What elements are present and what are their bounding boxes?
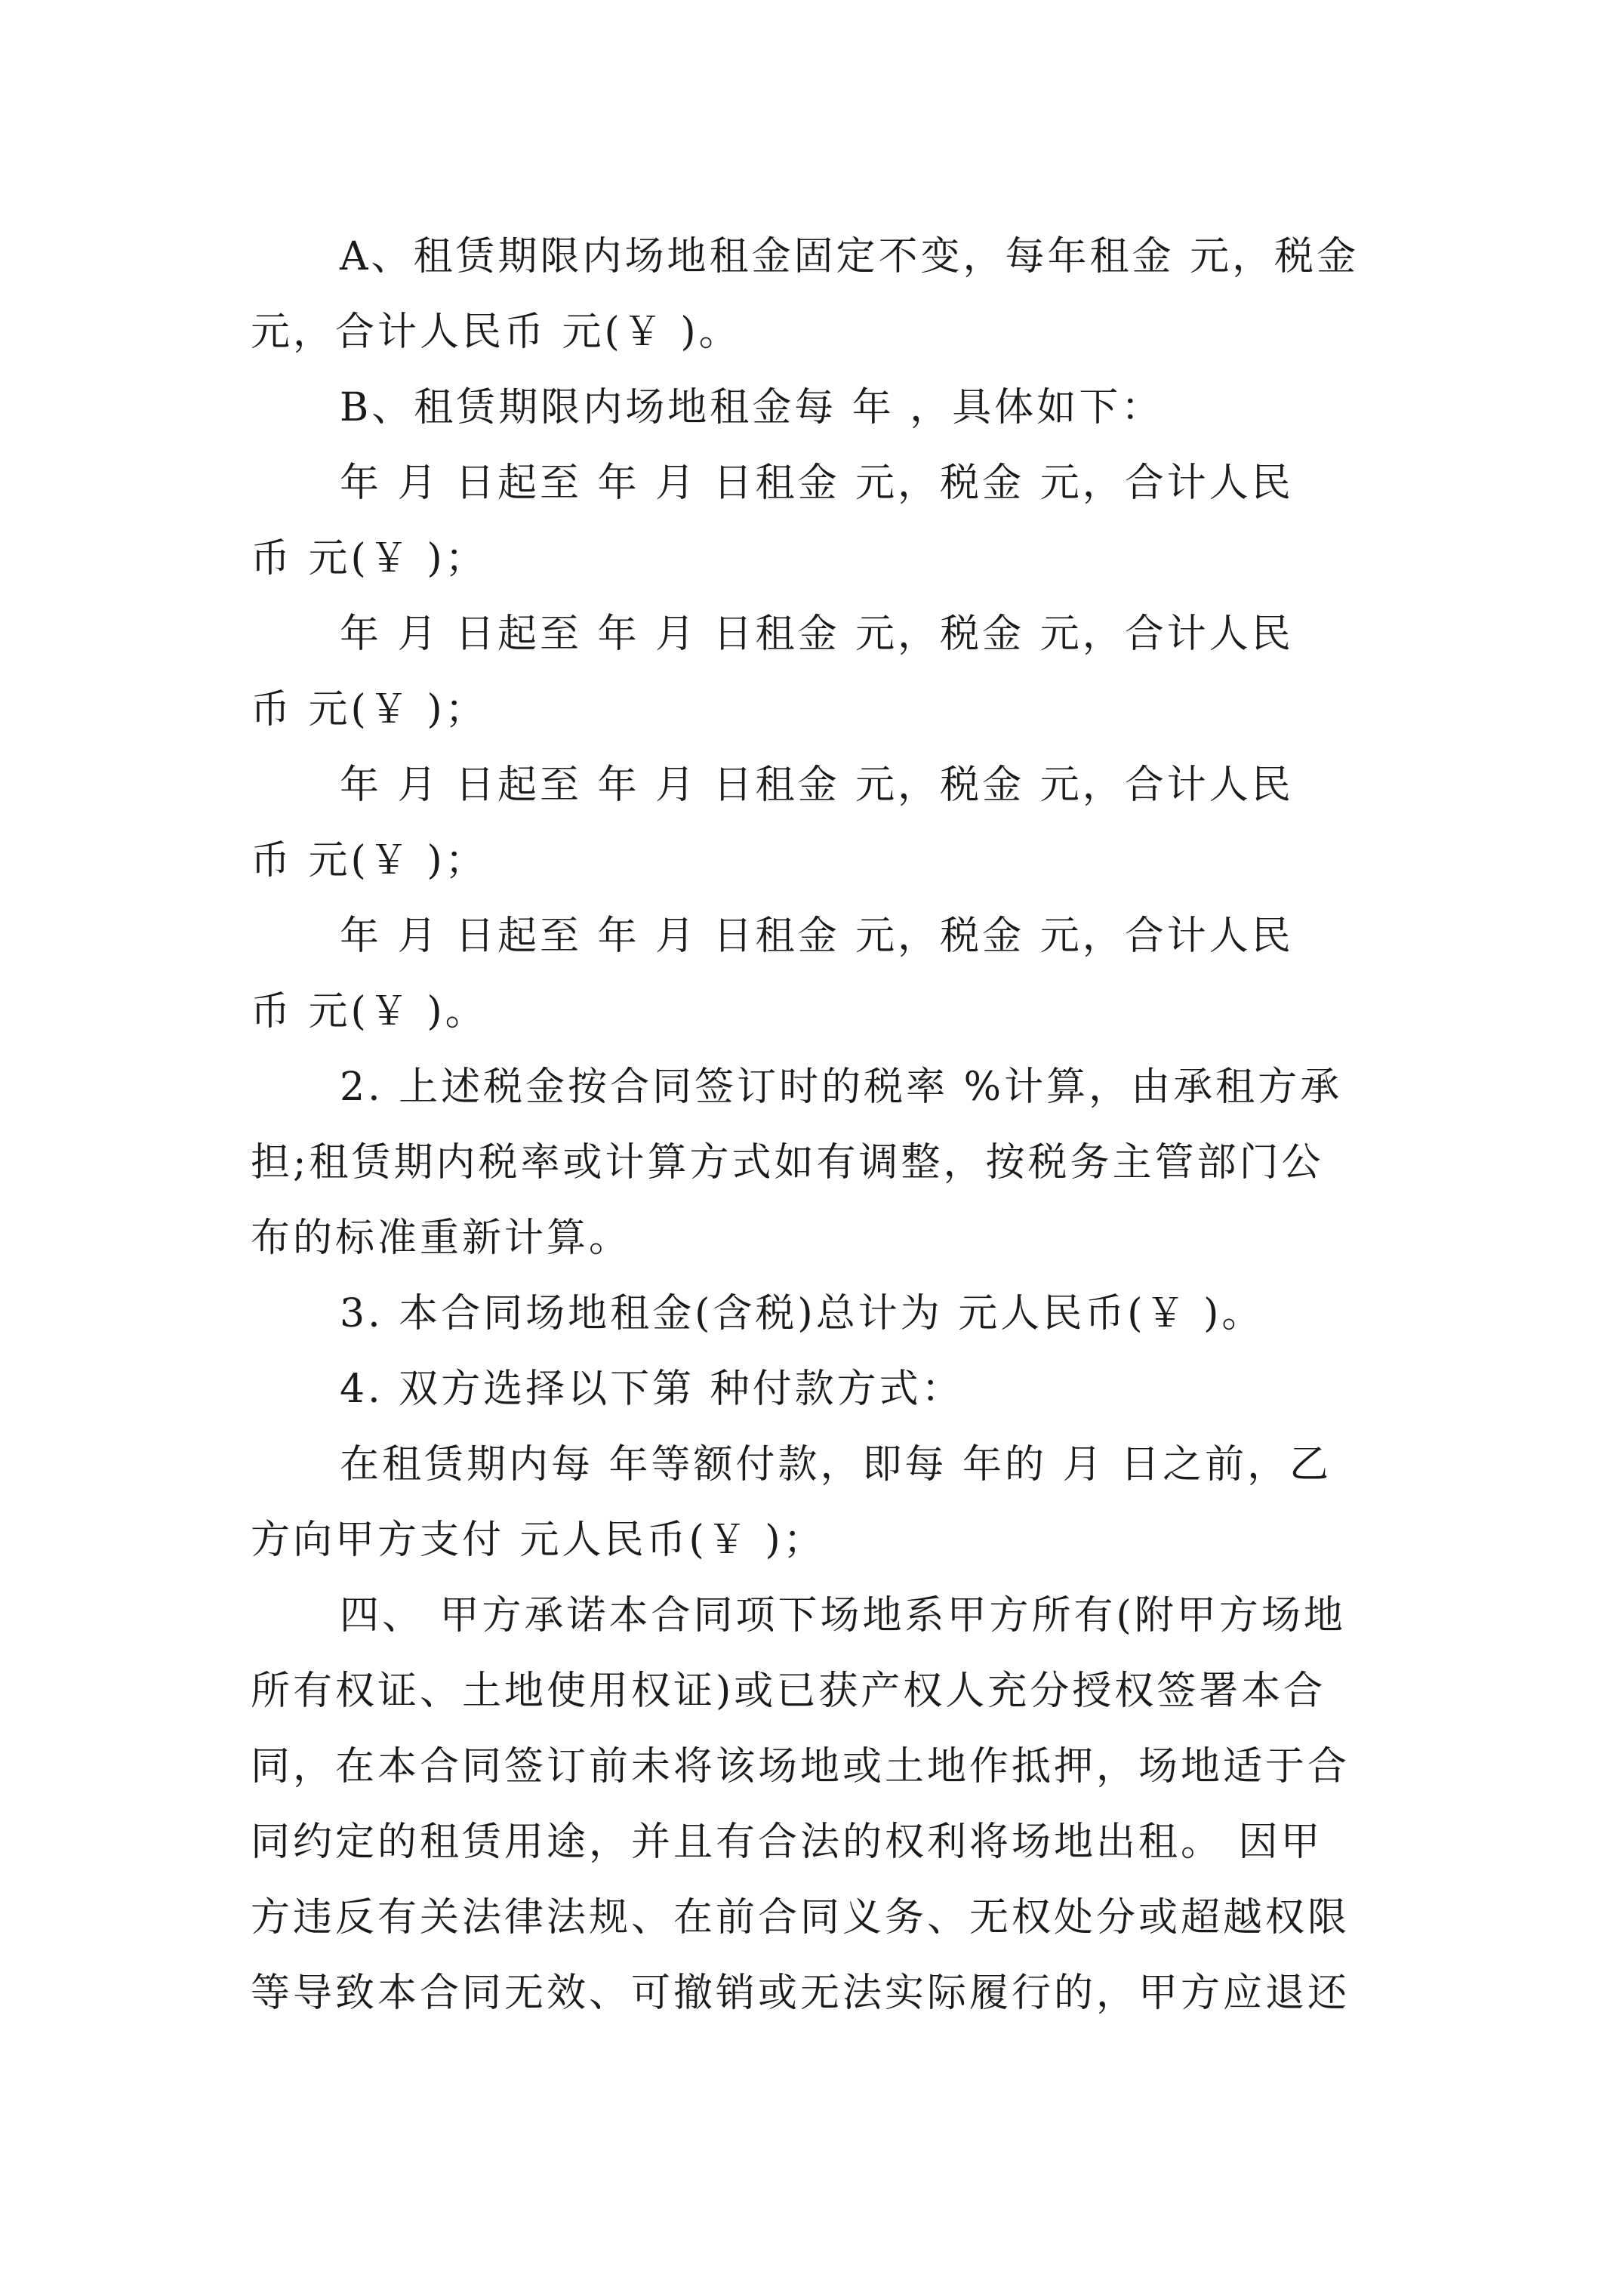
text-line: A、租赁期限内场地租金固定不变，每年租金 元，税金	[340, 234, 1360, 279]
text-line: 年 月 日起至 年 月 日租金 元，税金 元，合计人民	[340, 461, 1294, 506]
text-line: 币 元(￥ )；	[251, 838, 488, 883]
document-page	[251, 219, 1387, 2031]
text-line: 年 月 日起至 年 月 日租金 元，税金 元，合计人民	[340, 763, 1294, 808]
text-line: 元，合计人民币 元(￥ )。	[251, 310, 741, 355]
text-line: 所有权证、土地使用权证)或已获产权人充分授权签署本合	[251, 1669, 1326, 1714]
text-line: 年 月 日起至 年 月 日租金 元，税金 元，合计人民	[340, 612, 1294, 657]
text-line: 方向甲方支付 元人民币(￥ )；	[251, 1518, 826, 1563]
text-line: 等导致本合同无效、可撤销或无法实际履行的，甲方应退还	[251, 1971, 1350, 2016]
text-line: 布的标准重新计算。	[251, 1216, 632, 1261]
text-line: 方违反有关法律法规、在前合同义务、无权处分或超越权限	[251, 1895, 1350, 1940]
text-line: 同约定的租赁用途，并且有合法的权利将场地出租。 因甲	[251, 1820, 1323, 1865]
text-line: 四、 甲方承诺本合同项下场地系甲方所有(附甲方场地	[340, 1593, 1346, 1638]
text-line: 同，在本合同签订前未将该场地或土地作抵押，场地适于合	[251, 1744, 1350, 1789]
text-line: 年 月 日起至 年 月 日租金 元，税金 元，合计人民	[340, 914, 1294, 959]
text-line: 在租赁期内每 年等额付款，即每 年的 月 日之前，乙	[340, 1442, 1332, 1487]
text-line: 2. 上述税金按合同签订时的税率 %计算，由承租方承	[340, 1065, 1343, 1110]
text-line: 币 元(￥ )。	[251, 989, 488, 1034]
text-line: 3. 本合同场地租金(含税)总计为 元人民币(￥ )。	[340, 1291, 1264, 1336]
text-line: 4. 双方选择以下第 种付款方式：	[340, 1367, 964, 1412]
text-line: 担;租赁期内税率或计算方式如有调整，按税务主管部门公	[251, 1140, 1324, 1185]
text-line: B、租赁期限内场地租金每 年 ，具体如下：	[340, 385, 1164, 430]
text-line: 币 元(￥ )；	[251, 536, 488, 581]
text-line: 币 元(￥ )；	[251, 687, 488, 732]
